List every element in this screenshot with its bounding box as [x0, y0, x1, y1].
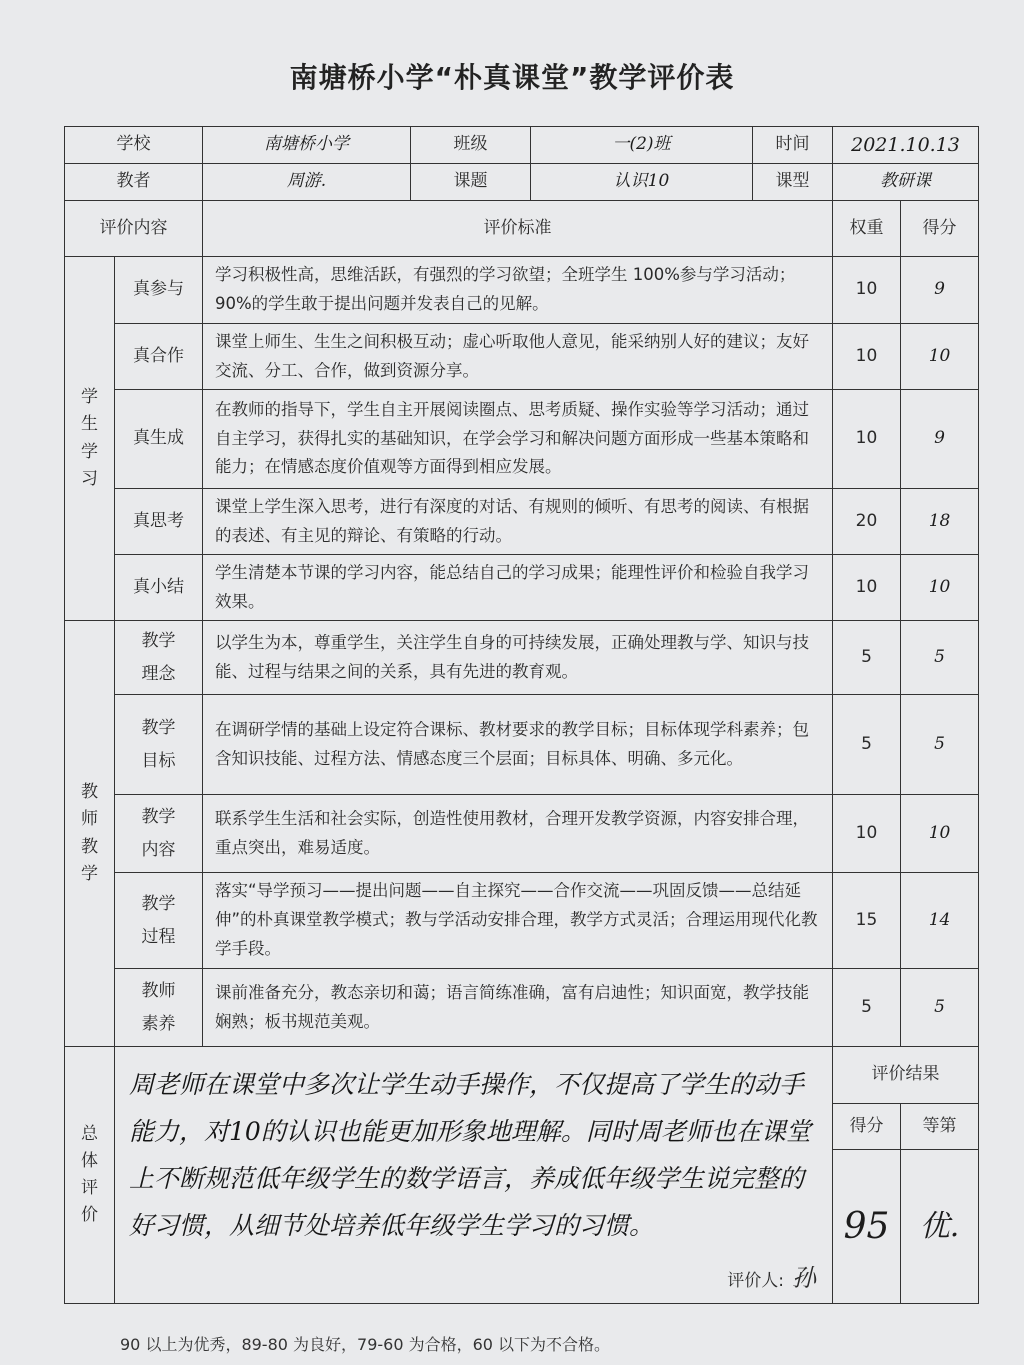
criterion-name — [115, 621, 203, 695]
criterion-standard: 落实“导学预习——提出问题——自主探究——合作交流——巩固反馈——总结延伸”的朴真课堂教学模式；教与学活动安排合理，教学方式灵活；合理运用现代化教学手段。 — [203, 873, 833, 969]
criterion-standard: 在调研学情的基础上设定符合课标、教材要求的教学目标；目标体现学科素养；包含知识技能、过程方法、情感态度三个层面；目标具体、明确、多元化。 — [203, 695, 833, 795]
content-column-header: 评价内容 — [65, 201, 203, 257]
time-value: 2021.10.13 — [833, 127, 979, 164]
criterion-name-line1: 教学 — [141, 807, 176, 828]
criterion-weight: 10 — [833, 257, 901, 324]
criterion-name-line2: 理念 — [141, 663, 176, 684]
teacher-label: 教者 — [65, 164, 203, 201]
table-row — [65, 489, 979, 555]
criterion-name — [115, 695, 203, 795]
table-row — [65, 555, 979, 621]
criterion-standard: 课堂上师生、生生之间积极互动；虚心听取他人意见，能采纳别人好的建议；友好交流、分工、合作，做到资源分享。 — [203, 324, 833, 390]
student-group-label — [65, 257, 115, 621]
school-label: 学校 — [65, 127, 203, 164]
criterion-name: 真小结 — [115, 555, 203, 621]
criterion-weight: 15 — [833, 873, 901, 969]
criterion-score: 9 — [901, 390, 979, 489]
criterion-weight: 10 — [833, 555, 901, 621]
grade-value: 优. — [901, 1150, 979, 1304]
criterion-standard: 学习积极性高，思维活跃，有强烈的学习欲望；全班学生 100%参与学习活动；90%的学生敢于提出问题并发表自己的见解。 — [203, 257, 833, 324]
grading-footnote: 90 以上为优秀，89-80 为良好，79-60 为合格，60 以下为不合格。 — [120, 1335, 611, 1354]
school-value: 南塘桥小学 — [203, 127, 411, 164]
criterion-name-line2: 目标 — [141, 750, 176, 771]
overall-row-top — [65, 1047, 979, 1104]
criterion-name-line2: 内容 — [141, 839, 176, 860]
criterion-name-line2: 过程 — [141, 926, 176, 947]
criterion-name-line1: 教师 — [141, 981, 176, 1002]
criterion-name-line1: 教学 — [141, 631, 176, 652]
criterion-standard: 以学生为本，尊重学生，关注学生自身的可持续发展，正确处理教与学、知识与技能、过程与结果之间的关系，具有先进的教育观。 — [203, 621, 833, 695]
criterion-score: 5 — [901, 969, 979, 1047]
evaluator-label: 评价人: — [727, 1270, 784, 1291]
class-label: 班级 — [411, 127, 531, 164]
criterion-weight: 10 — [833, 795, 901, 873]
criterion-weight: 10 — [833, 390, 901, 489]
table-row — [65, 969, 979, 1047]
criterion-name: 真生成 — [115, 390, 203, 489]
criterion-weight: 10 — [833, 324, 901, 390]
table-row — [65, 257, 979, 324]
criterion-score: 18 — [901, 489, 979, 555]
total-score-label: 得分 — [833, 1104, 901, 1150]
topic-value: 认识10 — [531, 164, 753, 201]
type-value: 教研课 — [833, 164, 979, 201]
criterion-standard: 学生清楚本节课的学习内容，能总结自己的学习成果；能理性评价和检验自我学习效果。 — [203, 555, 833, 621]
criterion-score: 10 — [901, 324, 979, 390]
overall-label — [65, 1047, 115, 1304]
overall-label-text: 总体评价 — [80, 1123, 98, 1226]
criterion-name-line1: 教学 — [141, 718, 176, 739]
overall-comment: 周老师在课堂中多次让学生动手操作，不仅提高了学生的动手能力，对10的认识也能更加形象地理解。同时周老师也在课堂上不断规范低年级学生的数学语言，养成低年级学生说完整的好习惯，从细节处培养低年级学生学习的习惯。 — [129, 1070, 811, 1240]
time-label: 时间 — [753, 127, 833, 164]
weight-column-header: 权重 — [833, 201, 901, 257]
criterion-weight: 5 — [833, 621, 901, 695]
table-row — [65, 324, 979, 390]
teacher-group-text: 教师教学 — [80, 782, 98, 884]
criterion-weight: 5 — [833, 695, 901, 795]
criterion-name: 真合作 — [115, 324, 203, 390]
criterion-name: 真参与 — [115, 257, 203, 324]
criterion-name: 真思考 — [115, 489, 203, 555]
criterion-name — [115, 795, 203, 873]
total-score-value: 95 — [833, 1150, 901, 1304]
criterion-score: 5 — [901, 621, 979, 695]
table-row — [65, 873, 979, 969]
type-label: 课型 — [753, 164, 833, 201]
column-header-row — [65, 201, 979, 257]
student-group-text: 学生学习 — [80, 387, 98, 489]
topic-label: 课题 — [411, 164, 531, 201]
criterion-standard: 在教师的指导下，学生自主开展阅读圈点、思考质疑、操作实验等学习活动；通过自主学习，获得扎实的基础知识，在学会学习和解决问题方面形成一些基本策略和能力；在情感态度价值观等方面得到相应发展。 — [203, 390, 833, 489]
criterion-name — [115, 969, 203, 1047]
criterion-weight: 20 — [833, 489, 901, 555]
criterion-standard: 课前准备充分，教态亲切和蔼；语言简练准确，富有启迪性；知识面宽，教学技能娴熟；板书规范美观。 — [203, 969, 833, 1047]
header-row-1 — [65, 127, 979, 164]
standard-column-header: 评价标准 — [203, 201, 833, 257]
grade-label: 等第 — [901, 1104, 979, 1150]
score-column-header: 得分 — [901, 201, 979, 257]
teacher-value: 周游. — [203, 164, 411, 201]
criterion-name — [115, 873, 203, 969]
criterion-score: 10 — [901, 555, 979, 621]
evaluation-table — [64, 126, 979, 1304]
page-title: 南塘桥小学“朴真课堂”教学评价表 — [289, 61, 735, 94]
evaluator-signature: 孙 — [792, 1263, 816, 1292]
criterion-weight: 5 — [833, 969, 901, 1047]
criterion-standard: 课堂上学生深入思考，进行有深度的对话、有规则的倾听、有思考的阅读、有根据的表述、有主见的辩论、有策略的行动。 — [203, 489, 833, 555]
criterion-standard: 联系学生生活和社会实际，创造性使用教材，合理开发教学资源，内容安排合理，重点突出，难易适度。 — [203, 795, 833, 873]
criterion-score: 5 — [901, 695, 979, 795]
header-row-2 — [65, 164, 979, 201]
table-row — [65, 621, 979, 695]
criterion-score: 14 — [901, 873, 979, 969]
table-row — [65, 795, 979, 873]
criterion-score: 9 — [901, 257, 979, 324]
overall-comment-cell — [115, 1047, 833, 1304]
class-value: 一(2)班 — [531, 127, 753, 164]
criterion-score: 10 — [901, 795, 979, 873]
criterion-name-line1: 教学 — [141, 894, 176, 915]
criterion-name-line2: 素养 — [141, 1013, 176, 1034]
result-label: 评价结果 — [833, 1047, 979, 1104]
table-row — [65, 695, 979, 795]
evaluator — [727, 1259, 816, 1297]
teacher-group-label — [65, 621, 115, 1047]
table-row — [65, 390, 979, 489]
